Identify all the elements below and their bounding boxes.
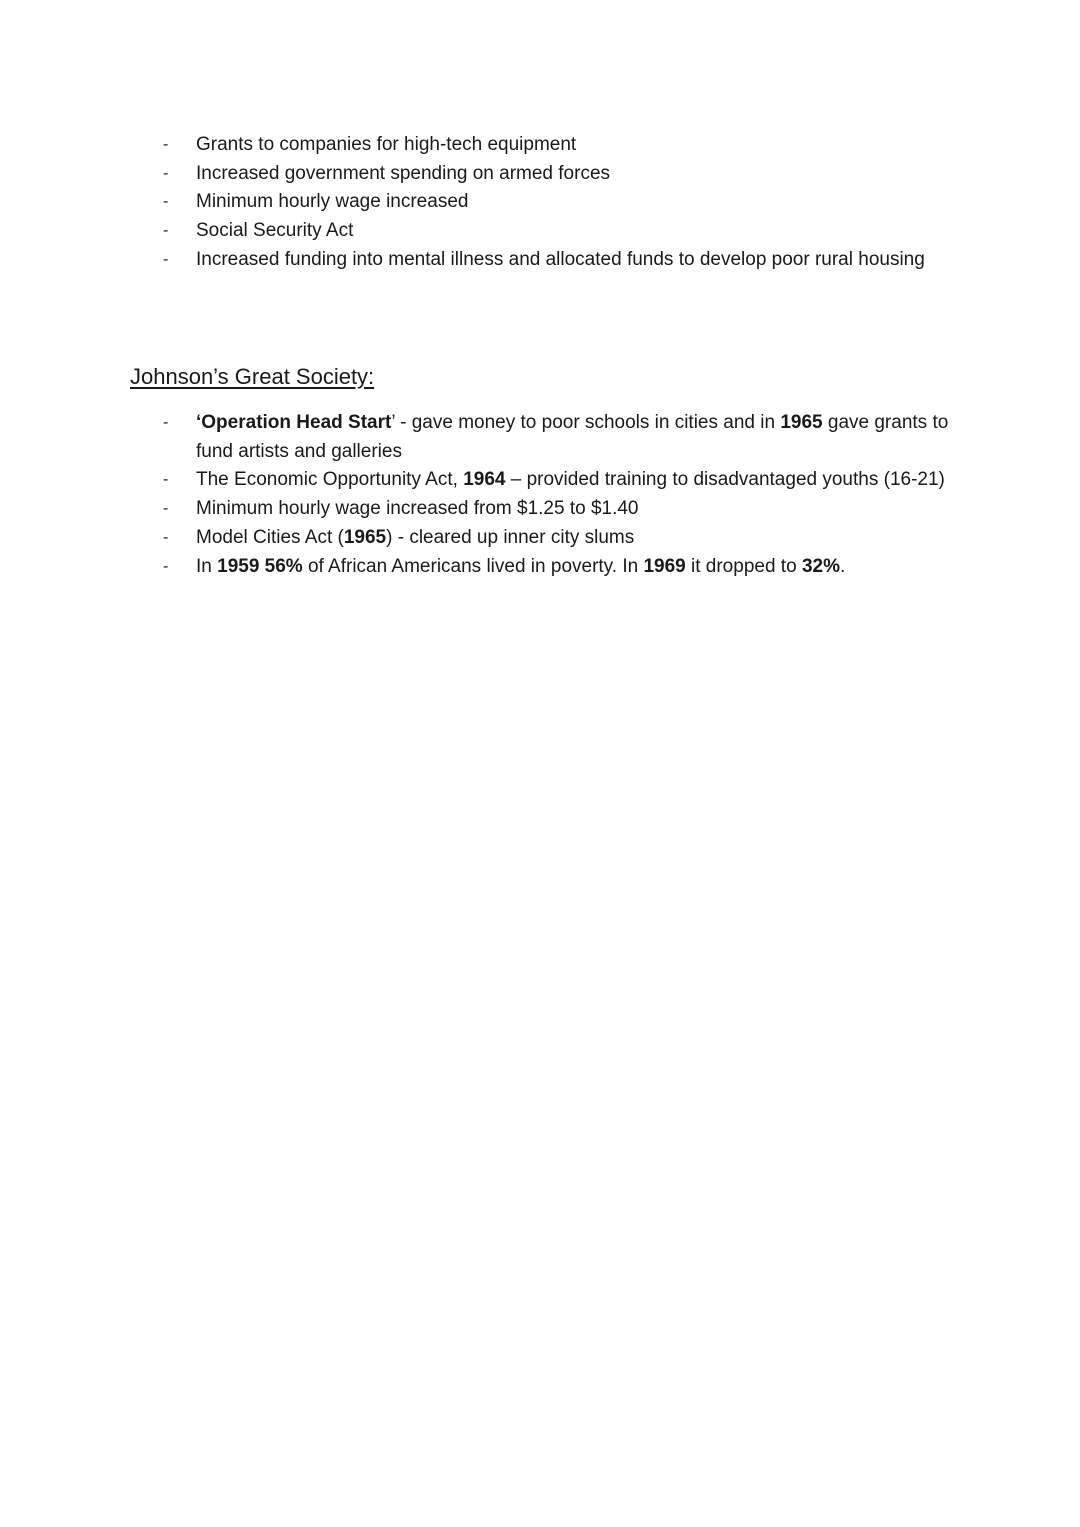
- item-text: gave grants to fund artists and galleries: [196, 412, 949, 462]
- item-text: .: [839, 555, 846, 577]
- list-item: [130, 495, 950, 524]
- section-heading: Johnson’s Great Society:: [130, 364, 375, 389]
- dash-bullet: -: [163, 414, 169, 431]
- item-text: it dropped to: [685, 555, 802, 577]
- list-item: [130, 160, 950, 189]
- dash-bullet: -: [163, 136, 169, 153]
- dash-bullet: -: [163, 164, 169, 182]
- item-text: In: [196, 555, 218, 577]
- item-bold: 1959 56%: [217, 555, 303, 577]
- dash-bullet: -: [163, 222, 169, 240]
- dash-bullet: -: [163, 250, 169, 268]
- item-bold: 1965: [343, 526, 387, 548]
- dash-bullet: -: [163, 528, 169, 546]
- list-item: [130, 466, 950, 495]
- item-text: Minimum hourly wage increased from $1.25 to $1.40: [196, 498, 639, 520]
- list-item: [130, 217, 950, 246]
- item-bold: 1964: [463, 469, 506, 491]
- item-text: Increased government spending on armed forces: [196, 162, 611, 184]
- great-society-list: [130, 409, 950, 581]
- item-text: Minimum hourly wage increased: [196, 191, 469, 213]
- item-text: – provided training to disadvantaged youths (16-21): [505, 469, 945, 491]
- dash-bullet: -: [163, 500, 169, 518]
- item-bold: 32%: [801, 555, 840, 577]
- list-item: [130, 524, 950, 553]
- item-text: Grants to companies for high-tech equipment: [196, 134, 577, 155]
- dash-bullet: -: [163, 471, 169, 489]
- item-bold: ‘Operation Head Start: [196, 412, 392, 433]
- item-text: Social Security Act: [196, 220, 354, 242]
- list-item: [130, 246, 950, 275]
- list-item: [130, 131, 950, 160]
- dash-bullet: -: [163, 557, 169, 575]
- item-text: The Economic Opportunity Act,: [196, 469, 464, 491]
- policy-list: [130, 131, 950, 275]
- list-item: [130, 553, 950, 582]
- item-text: ) - cleared up inner city slums: [386, 526, 635, 548]
- list-item: [130, 188, 950, 217]
- item-bold: 1965: [780, 412, 823, 433]
- item-text: Model Cities Act (: [196, 526, 344, 548]
- list-item: [130, 409, 950, 466]
- item-bold: 1969: [643, 555, 686, 577]
- item-text: Increased funding into mental illness and allocated funds to develop poor rural housing: [196, 248, 925, 270]
- item-text: ’ - gave money to poor schools in cities and in: [391, 412, 781, 433]
- dash-bullet: -: [163, 193, 169, 211]
- item-text: of African Americans lived in poverty. In: [302, 555, 644, 577]
